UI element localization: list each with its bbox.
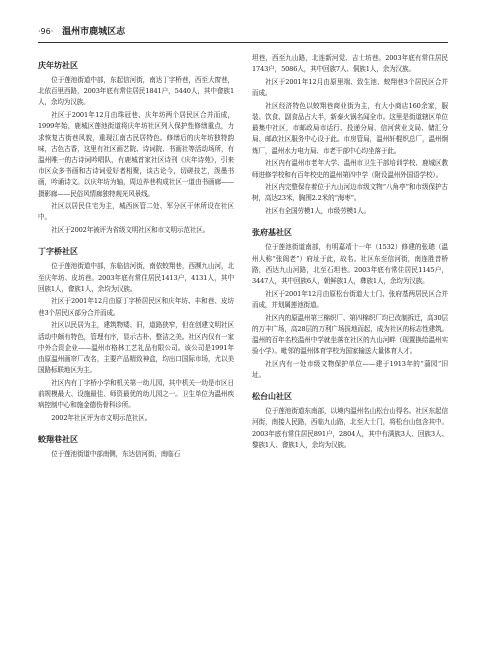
entry-paragraph: 社区于2001年12月由珠冠巷、庆年坊两个居民区合并而成，1999年始，鹿城区莲池街道将庆年坊社区列入保护性修缮重点，力求恢复古街巷风貌，重现江南古民居特色。修缮后的庆年坊独特韵味，古色古香，这里有社区画艺院、诗词院、书画社等活动场所，有温州唯一的古诗词吟唱队，有鹿城首家社区诗刊《庆年诗苑》，引来市区众多书画和古诗词爱好者相聚，谈古论今，切磋技艺，泼墨书画，吟诵诗文。以庆年坊为轴，周边养巷构成社区一道由书画廊——摄影廊——民俗风情廊独特观光风景线。 (38, 111, 234, 198)
entry-title: 庆年坊社区 (38, 61, 78, 70)
page-number: ·96· (38, 27, 54, 36)
entry-title: 张府基社区 (252, 228, 292, 238)
entry-title: 松台山社区 (252, 392, 292, 402)
entry-paragraph: 社区于2001年12月由原丁字桥居民区和庆年坊、丰和巷、皮坊巷3个居民区部分合并而成。 (38, 297, 234, 317)
entry-paragraph: 社区以民居为主，建筑物矮、旧，道路狭窄，但在创建文明社区活动中颇有特色，管理有序，显示古朴、整洁之美。社区内仅有一家中外合资企业——温州市格林工艺礼品有限公司。该公司是1991年由原温州画帘厂改名，主要产品精致神盒，均出口国际市场，尤以美国路标联地区为主。 (38, 321, 234, 375)
entry-paragraph: 社区内有丁字桥小学和机关第一幼儿园，其中机关一幼是市区日前规模最大、设施最佳、师资最优的幼儿园之一。卫生单位为温州疾病控制中心和施金德伤骨科诊所。 (38, 378, 234, 410)
community-entry (38, 246, 234, 424)
community-entry (38, 60, 234, 236)
entry-paragraph: 位于莲池街道中部，东临信河街，南依蛟翔巷，西濒九山河，北至庆年坊、皮坊巷。2003年底有常住居民1413户，4131人，其中回族1人，畲族1人，余均为汉族。 (38, 262, 234, 293)
right-column (252, 53, 448, 453)
entry-paragraph: 社区于2002年被评为省级文明社区和市文明示范社区。 (51, 226, 210, 235)
entry-paragraph: 位于莲池街道南部，有明嘉靖十一年（1532）修建的张璁（温州人称“张阁老”）府址于此，故名。社区东至信河街，南连胜昔桥路，西达九山河路，北至石坦巷。2003年底有常住居民1145户，3447人，其中回族6人，朝鲜族1人，彝族1人，余均为汉族。 (252, 243, 448, 285)
entry-title: 蛟翔巷社区 (38, 435, 78, 445)
entry-paragraph: 坦巷，西至九山路，北连新河觉、吉士坊巷。2003年底有常住居民1743户，5086人，其中回族7人、侗族1人，余为汉族。 (252, 54, 448, 74)
community-entry (252, 227, 448, 381)
header-rule (38, 42, 448, 43)
page-header (38, 24, 448, 40)
entry-paragraph: 社区经济特色以蛟翔巷商业街为主，有大小商店160余家，服装、饮食、副食品占大半，新泰火锅名闻全市。这里是街道辖区单位最集中社区，市邮政局市话行、投递分局、信河营业支局、储汇分局、邮政社区服务中心设于此。市房管局，温州轩棍织总厂，温州炯炼厂，温州水力电力局、市老干部中心均坐落于此。 (252, 101, 448, 155)
entry-paragraph: 社区以居民住宅为主，城西医管二处、军分区干休所设在社区中。 (38, 202, 234, 222)
entry-paragraph: 社区有全国劳模1人，市级劳模1人。 (265, 207, 370, 216)
entry-paragraph: 位于莲池街道中部南侧，东达信河街，南临石 (51, 450, 181, 459)
entry-paragraph: 社区内有一处市级文物保护单位——建于1913年的“蒲园”旧址。 (252, 359, 448, 380)
entry-paragraph: 社区内有温州市老年大学、温州市卫生干部培训学校、鹿城区教师进修学校和有百年校史的温州第四中学（附设温州外国语学校）。 (252, 159, 448, 179)
entry-paragraph: 位于莲池街道中部，东起信河街，南达丁字桥巷，西至大窗巷，北依百里西路，2003年底有常住居民1841户，5440人，其中畲族1人，余均为汉族。 (38, 76, 234, 107)
community-entry (38, 434, 234, 460)
entry-paragraph: 社区内完整保存着位于九山河边市级文物“八角亭”和市级保护古树，高达23米，胸围2.2米的“海枣”。 (252, 183, 448, 203)
book-title: 温州市鹿城区志 (62, 27, 126, 37)
entry-paragraph: 社区于2001年12月由原松台街道大士门、张府基两居民区合并而成，并划属莲池街道。 (252, 289, 448, 309)
entry-paragraph: 社区于2001年12月由原里端、致生池、蛟翔巷3个居民区合并而成。 (252, 77, 448, 98)
entry-paragraph: 位于莲池街道东南部，以境内温州名山松台山得名。社区东起信河街，南接人民路，西临九山路，北至大士门，将松台山包含其中。2003年底有常住居民891户，2804人，其中有满族3人、回族3人、黎族1人、畲族1人，余均为汉族。 (252, 407, 448, 449)
entry-paragraph: 社区内的原温州第三棉织厂、第四棉织厂均已改制拆迁，高30层的万丰广场，高28层的万利广场拔地而起，成为社区的标志性建筑。温州的百年名校温州中学就坐落在社区的九山河畔（现置换给温州实验小学）。毗邻的温州体育学校为国家输送大量体育人才。 (252, 313, 448, 356)
entry-title: 丁字桥社区 (38, 247, 78, 257)
left-column (38, 60, 234, 462)
community-entry (252, 53, 448, 217)
entry-paragraph: 2002年社区评为市文明示范社区。 (51, 413, 152, 422)
community-entry (252, 391, 448, 451)
